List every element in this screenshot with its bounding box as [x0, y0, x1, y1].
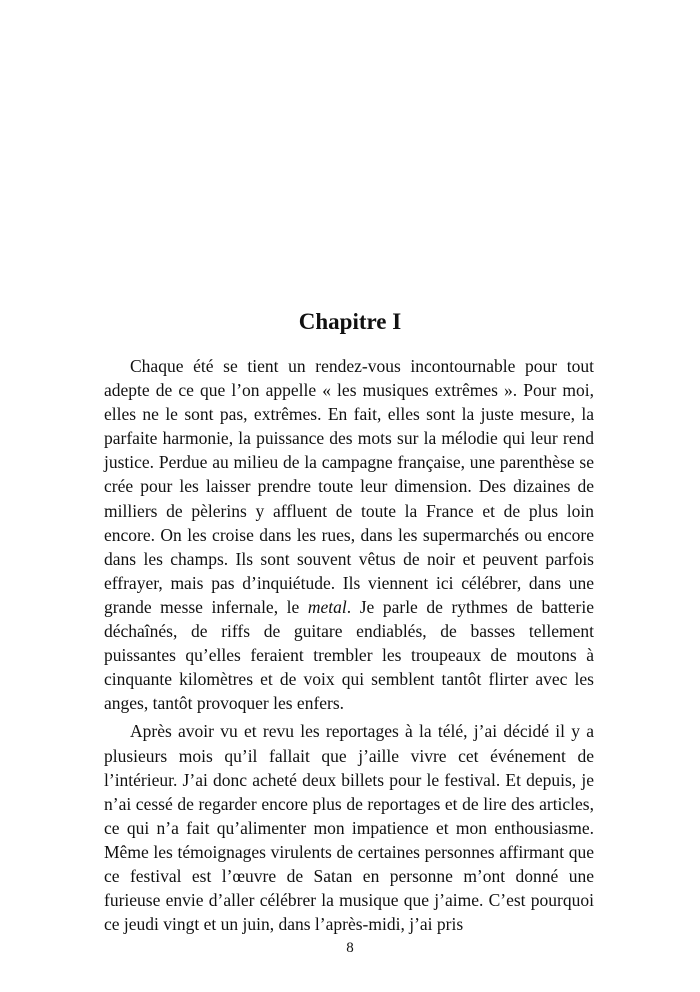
paragraph-1-emphasis: metal [307, 596, 347, 617]
chapter-body [104, 354, 594, 940]
paragraph-1 [104, 354, 594, 715]
paragraph-2: Après avoir vu et revu les reportages à la télé, j’ai décidé il y a plusieurs mois qu’il fallait que j’aille vivre cet événement de l’intérieur. J’ai donc acheté deux billets pour le festival. Et depuis, je n’ai cessé de regarder encore plus de reportages et de lire des articles, ce qui n’a fait qu’alimenter mon impatience et mon enthousiasme. Même les témoignages virulents de certaines personnes affirmant que ce festival est l’œuvre de Satan en personne m’ont donné une furieuse envie d’aller célébrer la musique que j’aime. C’est pourquoi ce jeudi vingt et un juin, dans l’après-midi, j’ai pris [104, 721, 594, 935]
paragraph-1-text-after: . Je parle de rythmes de batterie déchaînés, de riffs de guitare endiablés, de basses tellement puissantes qu’elles feraient trembler les troupeaux de moutons à cinquante kilomètres et de voix qui semblent tantôt flirter avec les anges, tantôt provoquer les enfers. [104, 596, 594, 714]
chapter-title: Chapitre I [298, 309, 402, 334]
page-number: 8 [346, 940, 354, 956]
paragraph-1-text-before: Chaque été se tient un rendez-vous incontournable pour tout adepte de ce que l’on appelle « les musiques extrêmes ». Pour moi, elles ne le sont pas, extrêmes. En fait, elles sont la juste mesure, la parfaite harmonie, la puissance des mots sur la mélodie qui leur rend justice. Perdue au milieu de la campagne française, une parenthèse se crée pour les laisser prendre toute leur dimension. Des dizaines de milliers de pèlerins y affluent de toute la France et de plus loin encore. On les croise dans les rues, dans les supermarchés ou encore dans les champs. Ils sont souvent vêtus de noir et peuvent parfois effrayer, mais pas d’inquiétude. Ils viennent ici célébrer, dans une grande messe infernale, le [104, 356, 594, 617]
